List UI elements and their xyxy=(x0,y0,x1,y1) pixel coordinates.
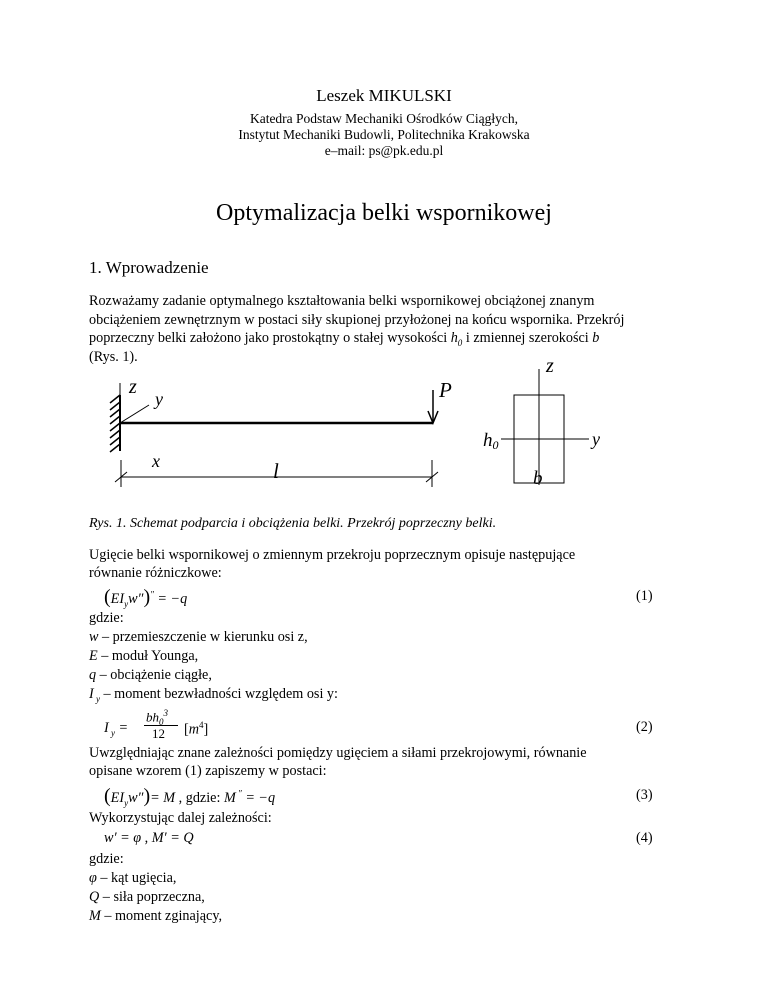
label-x: x xyxy=(152,451,160,471)
label-section-y: y xyxy=(592,429,600,449)
equation-1: $(EI_yw'')'' = -q$ xyxy=(104,586,188,609)
def-w: w – przemieszczenie w kierunku osi z, xyxy=(89,629,308,645)
beam-figure xyxy=(89,355,609,505)
gdzie-2: gdzie: xyxy=(89,851,124,867)
label-b: b xyxy=(533,468,543,489)
p4: Wykorzystując dalej zależności: xyxy=(89,810,272,826)
y-axis xyxy=(120,405,149,423)
p3-line-2: opisane wzorem (1) zapiszemy w postaci: xyxy=(89,763,327,779)
intro-line-4: (Rys. 1). xyxy=(89,349,138,365)
intro-line-1: Rozważamy zadanie optymalnego kształtowania belki wspornikowej obciążonej znanym xyxy=(89,293,595,309)
section-heading: 1. Wprowadzenie xyxy=(89,258,209,277)
intro-line-2: obciążeniem zewnętrznym w postaci siły skupionej przyłożonej na końcu wspornika. Przekrój xyxy=(89,312,625,328)
def-M: M – moment zginający, xyxy=(89,908,223,924)
equation-4-number: (4) xyxy=(636,830,653,846)
intro-line-3b: i zmiennej szerokości xyxy=(465,330,589,346)
figure-caption: Rys. 1. Schemat podparcia i obciążenia belki. Przekrój poprzeczny belki. xyxy=(89,516,497,531)
equation-3-number: (3) xyxy=(636,787,653,803)
equation-4: w′ = φ , M′ = Q xyxy=(104,830,194,846)
equation-1-number: (1) xyxy=(636,588,653,604)
label-z: z xyxy=(129,376,137,398)
h0-symbol: $h_0$ xyxy=(450,330,463,348)
affiliation-line-2: Instytut Mechaniki Budowli, Politechnika Krakowska xyxy=(238,127,530,142)
b-symbol: b xyxy=(592,330,600,346)
def-q: q – obciążenie ciągłe, xyxy=(89,667,212,683)
paper-title: Optymalizacja belki wspornikowej xyxy=(216,200,552,226)
label-P: P xyxy=(439,378,452,402)
author-email: e–mail: ps@pk.edu.pl xyxy=(324,143,444,158)
equation-2-number: (2) xyxy=(636,719,653,735)
p3-line-1: Uwzględniając znane zależności pomiędzy ugięciem a siłami przekrojowymi, równanie xyxy=(89,745,587,761)
p2-line-1: Ugięcie belki wspornikowej o zmiennym przekroju poprzecznym opisuje następujące xyxy=(89,547,576,563)
label-y: y xyxy=(155,389,163,409)
intro-line-3 xyxy=(89,330,679,348)
label-section-z: z xyxy=(546,355,554,377)
wall-hatching xyxy=(110,395,120,452)
def-I: I $_y$ – moment bezwładności względem osi y: xyxy=(89,686,338,704)
intro-line-3a: poprzeczny belki założono jako prostokątny o stałej wysokości xyxy=(89,330,448,346)
label-l: l xyxy=(273,459,279,483)
gdzie-1: gdzie: xyxy=(89,610,124,626)
p2-line-2: równanie różniczkowe: xyxy=(89,565,222,581)
def-E: E – moduł Younga, xyxy=(89,648,199,664)
def-phi: φ – kąt ugięcia, xyxy=(89,870,177,886)
def-Q: Q – siła poprzeczna, xyxy=(89,889,205,905)
label-h0: h0 xyxy=(483,430,499,452)
equation-3: $(EI_yw'')= M$ , gdzie: M ″ = −q xyxy=(104,785,276,808)
affiliation-line-1: Katedra Podstaw Mechaniki Ośrodków Ciągłych, xyxy=(249,111,519,126)
author-name: Leszek MIKULSKI xyxy=(316,86,452,105)
